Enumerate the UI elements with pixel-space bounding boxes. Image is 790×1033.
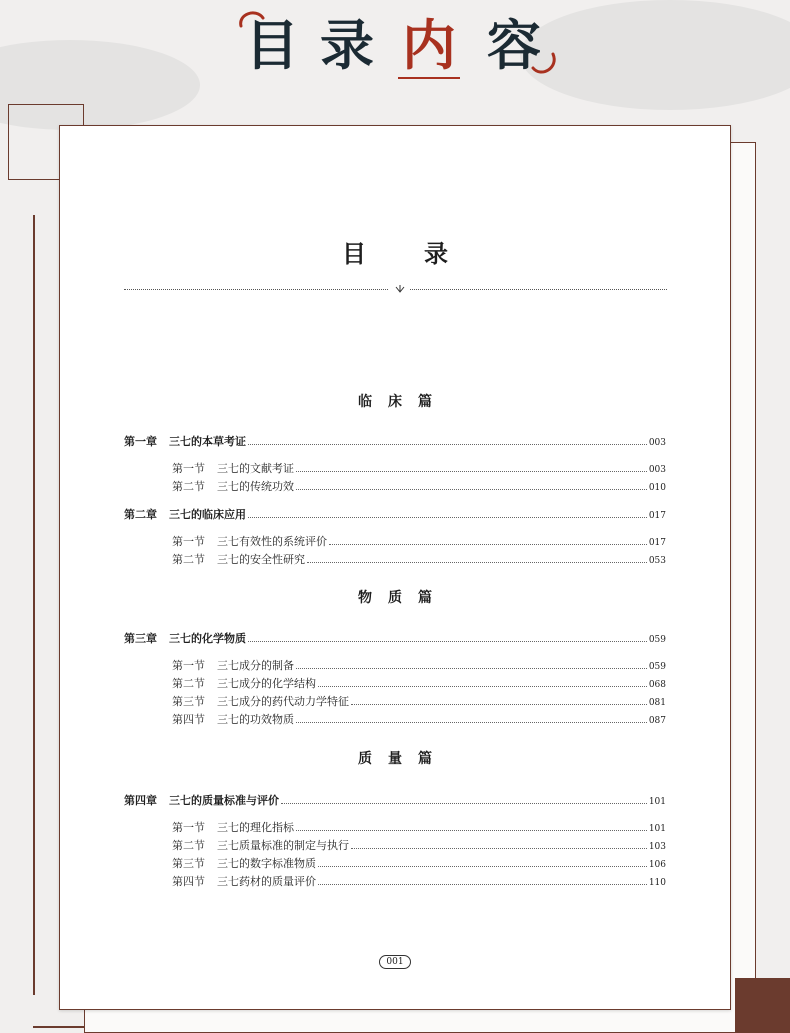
title-rule-right (410, 289, 667, 290)
entry-page: 053 (648, 556, 666, 566)
dot-leader (248, 517, 647, 518)
section-entry[interactable] (172, 553, 666, 568)
entry-label: 第三章 (124, 632, 157, 645)
dot-leader (296, 830, 647, 831)
entry-title: 三七的功效物质 (217, 713, 294, 726)
section-entry[interactable] (172, 480, 666, 495)
entry-label: 第一节 (172, 535, 205, 548)
entry-label: 第一章 (124, 435, 157, 448)
banner-char-2: 录 (320, 13, 374, 77)
section-entry[interactable] (172, 839, 666, 854)
entry-label: 第四章 (124, 794, 157, 807)
part-heading-char: 质 (388, 590, 402, 606)
entry-title: 三七的质量标准与评价 (169, 794, 279, 807)
dot-leader (329, 544, 647, 545)
entry-page: 059 (648, 635, 666, 645)
entry-page: 010 (648, 483, 666, 493)
entry-label: 第一节 (172, 659, 205, 672)
entry-label: 第二节 (172, 480, 205, 493)
banner-char-3: 内 (402, 13, 456, 77)
entry-page: 106 (648, 860, 666, 870)
red-brush-swirl-icon (527, 44, 561, 78)
dot-leader (318, 884, 647, 885)
entry-label: 第二节 (172, 553, 205, 566)
part-heading-char: 临 (358, 394, 372, 410)
dot-leader (248, 444, 647, 445)
part-heading-char: 篇 (418, 394, 432, 410)
banner-char-4: 容 (487, 13, 541, 77)
section-entry[interactable] (172, 695, 666, 710)
dot-leader (351, 848, 647, 849)
entry-title: 三七的文献考证 (217, 462, 294, 475)
dot-leader (248, 641, 647, 642)
entry-page: 087 (648, 716, 666, 726)
entry-page: 081 (648, 698, 666, 708)
entry-label: 第一节 (172, 821, 205, 834)
chapter-entry[interactable] (124, 794, 666, 809)
part-heading-char: 质 (358, 751, 372, 767)
entry-page: 059 (648, 662, 666, 672)
entry-label: 第三节 (172, 857, 205, 870)
section-entry[interactable] (172, 535, 666, 550)
chapter-entry[interactable] (124, 632, 666, 647)
entry-page: 017 (648, 511, 666, 521)
toc-page (59, 125, 731, 1010)
dot-leader (351, 704, 647, 705)
entry-title: 三七的传统功效 (217, 480, 294, 493)
part-heading-char: 床 (388, 394, 402, 410)
page-number (60, 957, 730, 967)
banner-underline (398, 77, 460, 79)
entry-title: 三七药材的质量评价 (217, 875, 316, 888)
frame-left-line (33, 215, 35, 995)
dot-leader (296, 668, 647, 669)
entry-page: 101 (648, 824, 666, 834)
entry-label: 第二节 (172, 839, 205, 852)
entry-label: 第二节 (172, 677, 205, 690)
dot-leader (307, 562, 647, 563)
section-entry[interactable] (172, 713, 666, 728)
entry-label: 第二章 (124, 508, 157, 521)
chapter-entry[interactable] (124, 508, 666, 523)
toc-title (60, 234, 730, 269)
entry-label: 第三节 (172, 695, 205, 708)
entry-title: 三七的安全性研究 (217, 553, 305, 566)
entry-page: 101 (648, 797, 666, 807)
part-heading-char: 物 (358, 590, 372, 606)
section-entry[interactable] (172, 677, 666, 692)
entry-title: 三七成分的药代动力学特征 (217, 695, 349, 708)
section-entry[interactable] (172, 821, 666, 836)
page-number-value: 001 (379, 955, 410, 969)
section-entry[interactable] (172, 875, 666, 890)
section-entry[interactable] (172, 659, 666, 674)
entry-title: 三七有效性的系统评价 (217, 535, 327, 548)
entry-page: 068 (648, 680, 666, 690)
corner-brown-block (735, 978, 790, 1033)
banner-heading (0, 0, 790, 95)
dot-leader (296, 471, 647, 472)
part-heading (60, 587, 730, 607)
entry-page: 110 (648, 878, 666, 888)
entry-title: 三七成分的化学结构 (217, 677, 316, 690)
entry-label: 第四节 (172, 713, 205, 726)
part-heading-char: 篇 (418, 751, 432, 767)
entry-label: 第一节 (172, 462, 205, 475)
entry-page: 003 (648, 438, 666, 448)
entry-title: 三七的临床应用 (169, 508, 246, 521)
dot-leader (318, 686, 647, 687)
part-heading (60, 391, 730, 411)
section-entry[interactable] (172, 462, 666, 477)
entry-title: 三七的数字标准物质 (217, 857, 316, 870)
part-heading-char: 量 (388, 751, 402, 767)
arrow-down-icon (394, 284, 406, 296)
entry-page: 103 (648, 842, 666, 852)
title-rule-left (124, 289, 388, 290)
section-entry[interactable] (172, 857, 666, 872)
entry-title: 三七的理化指标 (217, 821, 294, 834)
part-heading (60, 748, 730, 768)
toc-title-right: 录 (424, 239, 448, 268)
entry-title: 三七的本草考证 (169, 435, 246, 448)
banner-char-1: 目 (245, 13, 299, 77)
dot-leader (296, 722, 647, 723)
entry-title: 三七成分的制备 (217, 659, 294, 672)
dot-leader (281, 803, 647, 804)
entry-title: 三七质量标准的制定与执行 (217, 839, 349, 852)
dot-leader (318, 866, 647, 867)
part-heading-char: 篇 (418, 590, 432, 606)
entry-page: 017 (648, 538, 666, 548)
entry-title: 三七的化学物质 (169, 632, 246, 645)
chapter-entry[interactable] (124, 435, 666, 450)
entry-page: 003 (648, 465, 666, 475)
entry-label: 第四节 (172, 875, 205, 888)
dot-leader (296, 489, 647, 490)
toc-title-left: 目 (342, 239, 366, 268)
